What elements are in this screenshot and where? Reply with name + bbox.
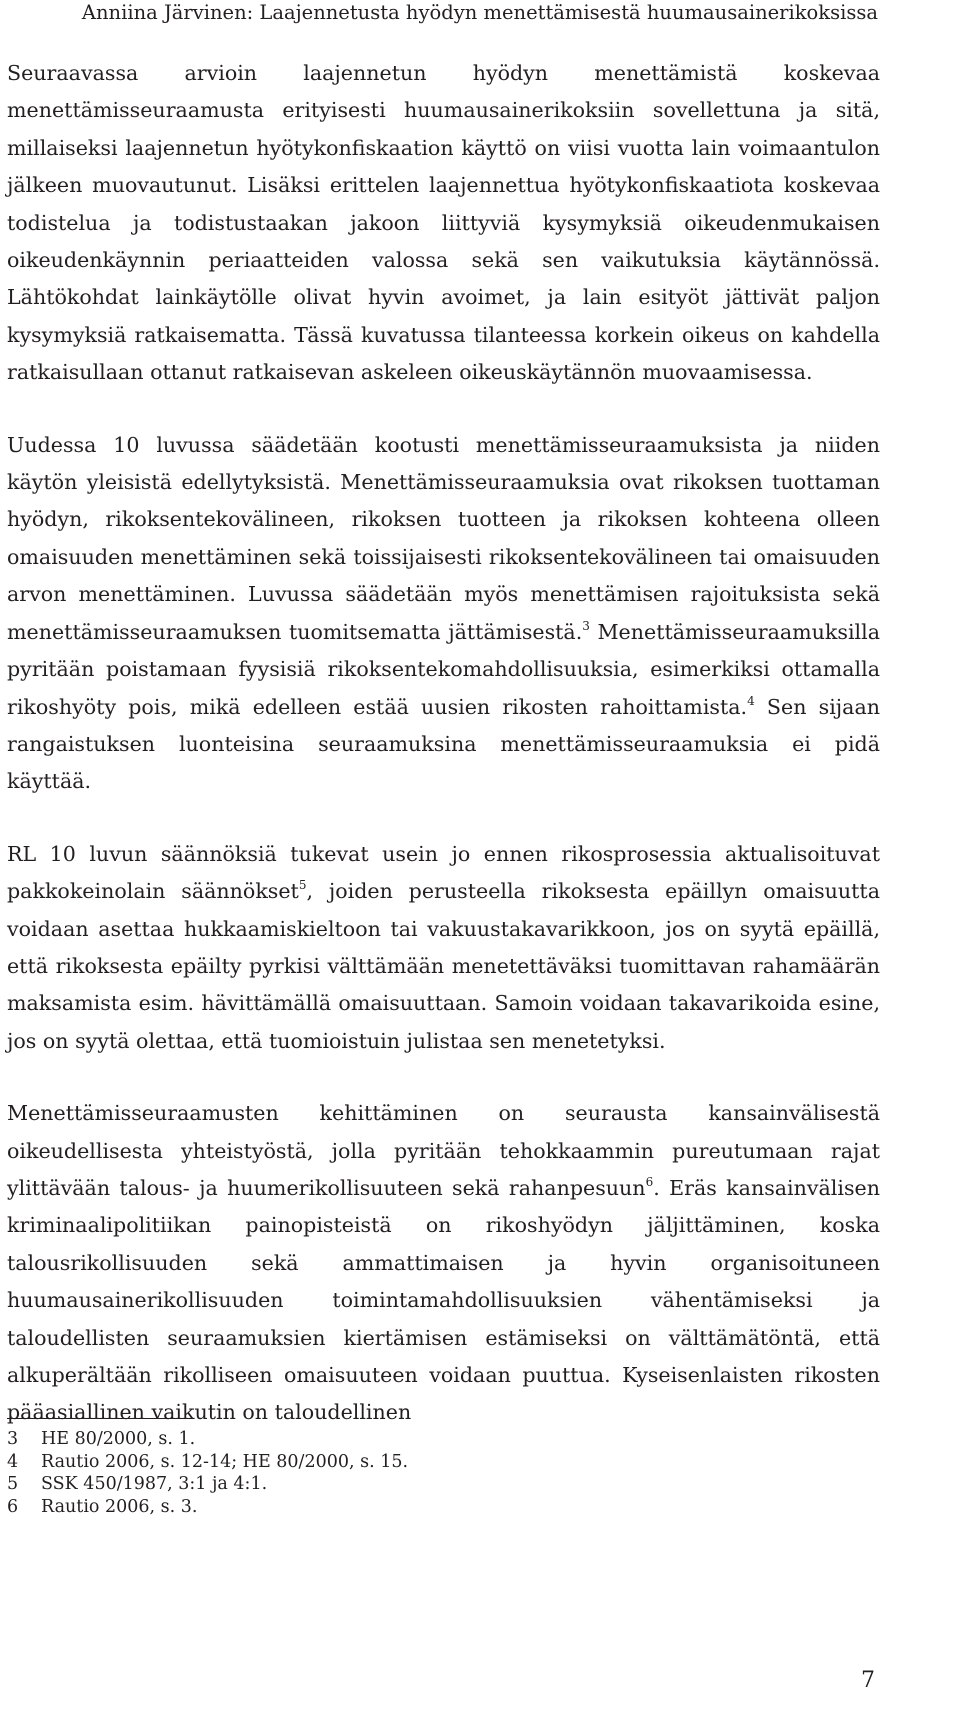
footnote-ref-5[interactable]: 5 [298, 878, 307, 893]
paragraph-text: Uudessa 10 luvussa säädetään kootusti menettämisseuraamuksista ja niiden käytön yleisistä edellytyksistä. Menettämisseuraamuksia ovat rikoksen tuottaman hyödyn, rikoksentekovälineen, rikoksen tuotteen ja rikoksen kohteena olleen omaisuuden menettäminen sekä toissijaisesti rikoksentekovälineen tai omaisuuden arvon menettäminen. Luvussa säädetään myös menettämisen rajoituksista sekä menettämisseuraamuksen tuomitsematta jättämisestä. [7, 432, 880, 644]
paragraph-4 [7, 1095, 880, 1432]
footnote-ref-6[interactable]: 6 [645, 1175, 654, 1190]
paragraph-text: Menettämisseuraamuksilla pyritään poistamaan fyysisiä rikoksentekomahdollisuuksia, esimerkiksi ottamalla rikoshyöty pois, mikä edelleen estää uusien rikosten rahoittamista. [7, 619, 880, 719]
footnote-divider [7, 1418, 190, 1419]
paragraph-text: Menettämisseuraamusten kehittäminen on seurausta kansainvälisestä oikeudellisesta yhteistyöstä, jolla pyritään tehokkaammin pureutumaan rajat ylittävään talous- ja huumerikollisuuteen sekä rahanpesuun [7, 1101, 880, 1200]
footnote-5 [7, 1473, 867, 1496]
footnote-text: Rautio 2006, s. 12-14; HE 80/2000, s. 15. [41, 1451, 409, 1472]
footnote-ref-3[interactable]: 3 [582, 618, 590, 633]
page-number: 7 [861, 1668, 875, 1693]
footnote-text: HE 80/2000, s. 1. [41, 1429, 196, 1449]
paragraph-text: . Eräs kansainvälisen kriminaalipolitiikan painopisteistä on rikoshyödyn jäljittäminen, koska talousrikollisuuden sekä ammattimaisen ja hyvin organisoituneen huumausainerikollisuuden toimintamahdollisuuksien vähentämiseksi ja taloudellisten seuraamuksien kiertämisen estämiseksi on välttämätöntä, että alkuperältään rikolliseen omaisuuteen voidaan puuttua. Kyseisenlaisten rikosten pääasiallinen vaikutin on taloudellinen [7, 1175, 881, 1425]
paragraph-text: RL 10 luvun säännöksiä tukevat usein jo ennen rikosprosessia aktualisoituvat pakkokeinolain säännökset [7, 841, 880, 904]
footnote-3 [7, 1428, 867, 1451]
paragraph-2 [7, 427, 880, 801]
paragraph-text: Sen sijaan rangaistuksen luonteisina seuraamuksina menettämisseuraamuksia ei pidä käyttää. [7, 694, 880, 794]
footnote-text: SSK 450/1987, 3:1 ja 4:1. [41, 1474, 268, 1494]
body-text [7, 55, 880, 1432]
footnote-number: 4 [7, 1451, 19, 1472]
footnote-number: 3 [7, 1429, 19, 1449]
footnote-number: 5 [7, 1474, 19, 1494]
paragraph-1 [7, 55, 880, 392]
footnote-number: 6 [7, 1496, 19, 1517]
running-head: Anniina Järvinen: Laajennetusta hyödyn menettämisestä huumausainerikoksissa [81, 1, 878, 24]
footnote-ref-4[interactable]: 4 [747, 693, 755, 708]
paragraph-text: Seuraavassa arvioin laajennetun hyödyn menettämistä koskevaa menettämisseuraamusta erityisesti huumausainerikoksiin sovellettuna ja sitä, millaiseksi laajennetun hyötykonfiskaation käyttö on viisi vuotta lain voimaantulon jälkeen muovautunut. Lisäksi erittelen laajennettua hyötykonfiskaatiota koskevaa todistelua ja todistustaakan jakoon liittyviä kysymyksiä oikeudenmukaisen oikeudenkäynnin periaatteiden valossa sekä sen vaikutuksia käytännössä. Lähtökohdat lainkäytölle olivat hyvin avoimet, ja lain esityöt jättivät paljon kysymyksiä ratkaisematta. Tässä kuvatussa tilanteessa korkein oikeus on kahdella ratkaisullaan ottanut ratkaisevan askeleen oikeuskäytännön muovaamisessa. [7, 61, 880, 385]
footnote-text: Rautio 2006, s. 3. [41, 1496, 198, 1517]
footnotes [7, 1428, 867, 1518]
footnote-6 [7, 1496, 867, 1519]
paragraph-text: , joiden perusteella rikoksesta epäillyn omaisuutta voidaan asettaa hukkaamiskieltoon tai vakuustakavarikkoon, jos on syytä epäillä, että rikoksesta epäilty pyrkisi välttämään menetettäväksi tuomittavan rahamäärän maksamista esim. hävittämällä omaisuuttaan. Samoin voidaan takavarikoida esine, jos on syytä olettaa, että tuomioistuin julistaa sen menetetyksi. [7, 879, 880, 1053]
footnote-4 [7, 1451, 867, 1474]
paragraph-3 [7, 836, 880, 1060]
